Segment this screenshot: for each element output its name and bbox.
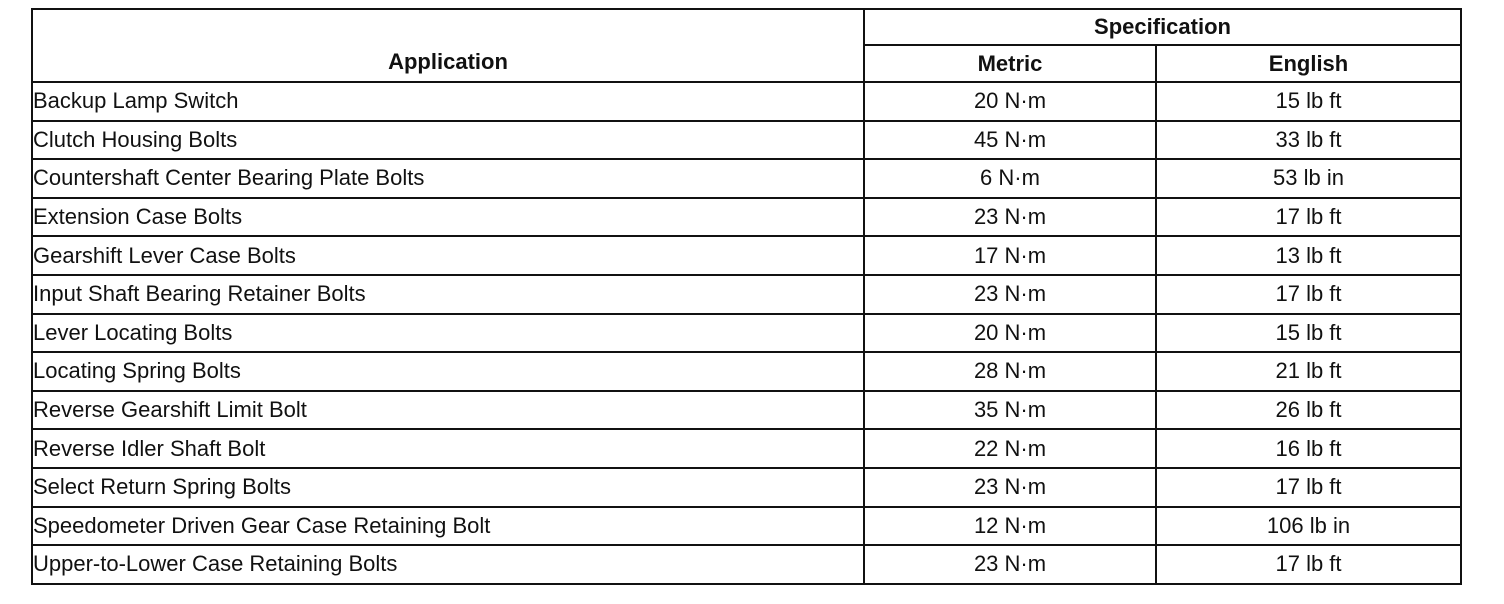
application-cell: Upper-to-Lower Case Retaining Bolts: [32, 545, 864, 584]
table-row: [32, 159, 1461, 198]
metric-cell: 35 N·m: [864, 391, 1156, 430]
metric-cell: 12 N·m: [864, 507, 1156, 546]
table-row: [32, 82, 1461, 121]
english-cell: 53 lb in: [1156, 159, 1461, 198]
english-cell: 16 lb ft: [1156, 429, 1461, 468]
english-cell: 106 lb in: [1156, 507, 1461, 546]
metric-cell: 22 N·m: [864, 429, 1156, 468]
application-cell: Countershaft Center Bearing Plate Bolts: [32, 159, 864, 198]
metric-cell: 28 N·m: [864, 352, 1156, 391]
metric-cell: 20 N·m: [864, 314, 1156, 353]
fastener-spec-table: [31, 8, 1462, 585]
table-row: [32, 545, 1461, 584]
application-cell: Clutch Housing Bolts: [32, 121, 864, 160]
metric-cell: 17 N·m: [864, 236, 1156, 275]
english-cell: 15 lb ft: [1156, 82, 1461, 121]
english-cell: 17 lb ft: [1156, 198, 1461, 237]
table-row: [32, 198, 1461, 237]
table-row: [32, 507, 1461, 546]
header-metric: Metric: [864, 45, 1156, 82]
english-cell: 15 lb ft: [1156, 314, 1461, 353]
table-row: [32, 352, 1461, 391]
english-cell: 33 lb ft: [1156, 121, 1461, 160]
english-cell: 13 lb ft: [1156, 236, 1461, 275]
english-cell: 17 lb ft: [1156, 545, 1461, 584]
english-cell: 17 lb ft: [1156, 468, 1461, 507]
metric-cell: 23 N·m: [864, 198, 1156, 237]
english-cell: 26 lb ft: [1156, 391, 1461, 430]
metric-cell: 6 N·m: [864, 159, 1156, 198]
table-row: [32, 429, 1461, 468]
header-row-top: [32, 9, 1461, 45]
header-application: Application: [32, 9, 864, 82]
table-row: [32, 314, 1461, 353]
header-specification: Specification: [864, 9, 1461, 45]
application-cell: Select Return Spring Bolts: [32, 468, 864, 507]
application-cell: Lever Locating Bolts: [32, 314, 864, 353]
english-cell: 21 lb ft: [1156, 352, 1461, 391]
table-row: [32, 121, 1461, 160]
header-english: English: [1156, 45, 1461, 82]
application-cell: Backup Lamp Switch: [32, 82, 864, 121]
table-row: [32, 275, 1461, 314]
application-cell: Gearshift Lever Case Bolts: [32, 236, 864, 275]
table-row: [32, 236, 1461, 275]
application-cell: Extension Case Bolts: [32, 198, 864, 237]
table-row: [32, 391, 1461, 430]
application-cell: Locating Spring Bolts: [32, 352, 864, 391]
application-cell: Reverse Gearshift Limit Bolt: [32, 391, 864, 430]
metric-cell: 23 N·m: [864, 545, 1156, 584]
metric-cell: 23 N·m: [864, 468, 1156, 507]
metric-cell: 23 N·m: [864, 275, 1156, 314]
application-cell: Reverse Idler Shaft Bolt: [32, 429, 864, 468]
application-cell: Input Shaft Bearing Retainer Bolts: [32, 275, 864, 314]
application-cell: Speedometer Driven Gear Case Retaining Bolt: [32, 507, 864, 546]
table-row: [32, 468, 1461, 507]
metric-cell: 20 N·m: [864, 82, 1156, 121]
english-cell: 17 lb ft: [1156, 275, 1461, 314]
metric-cell: 45 N·m: [864, 121, 1156, 160]
